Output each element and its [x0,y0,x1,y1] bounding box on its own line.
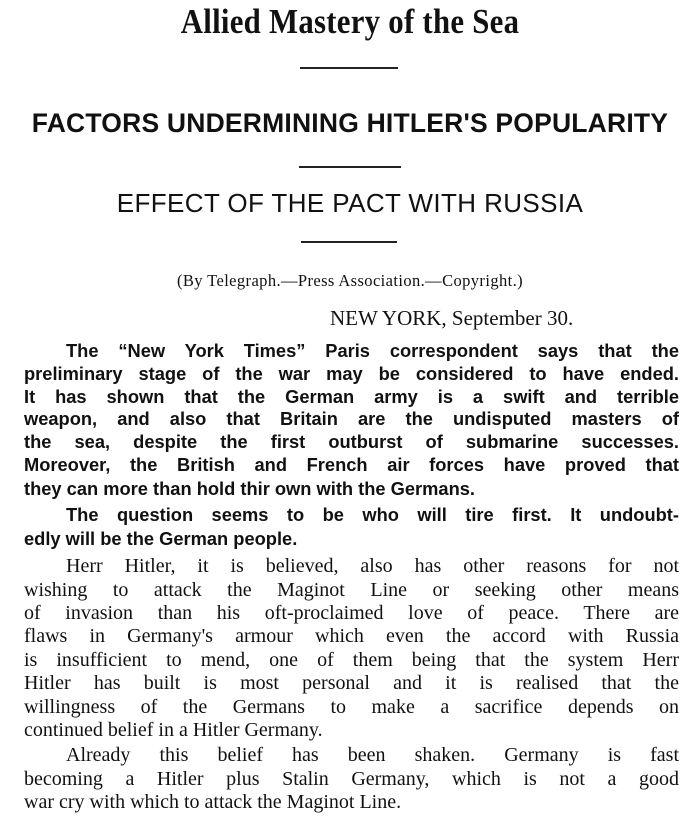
subheadline-divider [299,166,401,168]
paragraph-1-line: weapon, and also that Britain are the undisputed masters of [24,408,679,429]
headline: Allied Mastery of the Sea [180,2,520,41]
paragraph-2-line: The question seems to be who will tire first. It undoubt- [66,504,679,525]
paragraph-2-line: edly will be the German people. [24,528,298,549]
subheadline: FACTORS UNDERMINING HITLER'S POPULARITY [31,108,669,138]
paragraph-3-line: Hitler has built is most personal and it is realised that the [24,672,679,694]
paragraph-1-line: preliminary stage of the war may be considered to have ended. [24,363,679,384]
paragraph-4-line: war cry with which to attack the Maginot Line. [24,791,402,813]
paragraph-3-line: willingness of the Germans to make a sacrifice depends on [24,696,679,718]
deck-divider [301,241,397,243]
paragraph-3-line: wishing to attack the Maginot Line or seeking other means [24,579,679,601]
paragraph-3-line: continued belief in a Hitler Germany. [24,719,323,741]
headline-divider [300,67,398,69]
credit-line: (By Telegraph.—Press Association.—Copyright.) [176,271,524,290]
paragraph-3-line: is insufficient to mend, one of them being that the system Herr [24,649,679,671]
paragraph-1-line: Moreover, the British and French air forces have proved that [24,454,679,475]
paragraph-1-line: the sea, despite the first outburst of submarine successes. [24,431,679,452]
paragraph-1-line: It has shown that the German army is a swift and terrible [24,386,679,407]
paragraph-4-line: Already this belief has been shaken. Germany is fast [66,744,679,766]
paragraph-1-line: they can more than hold thir own with the Germans. [24,478,475,499]
paragraph-3-line: Herr Hitler, it is believed, also has other reasons for not [66,555,679,577]
paragraph-1-line: The “New York Times” Paris correspondent says that the [66,340,679,361]
dateline: NEW YORK, September 30. [330,306,574,330]
paragraph-4-line: becoming a Hitler plus Stalin Germany, which is not a good [24,768,679,790]
deck: EFFECT OF THE PACT WITH RUSSIA [116,188,584,218]
paragraph-3-line: of invasion than his oft-proclaimed love of peace. There are [24,602,679,624]
paragraph-3-line: flaws in Germany's armour which even the accord with Russia [24,625,679,647]
